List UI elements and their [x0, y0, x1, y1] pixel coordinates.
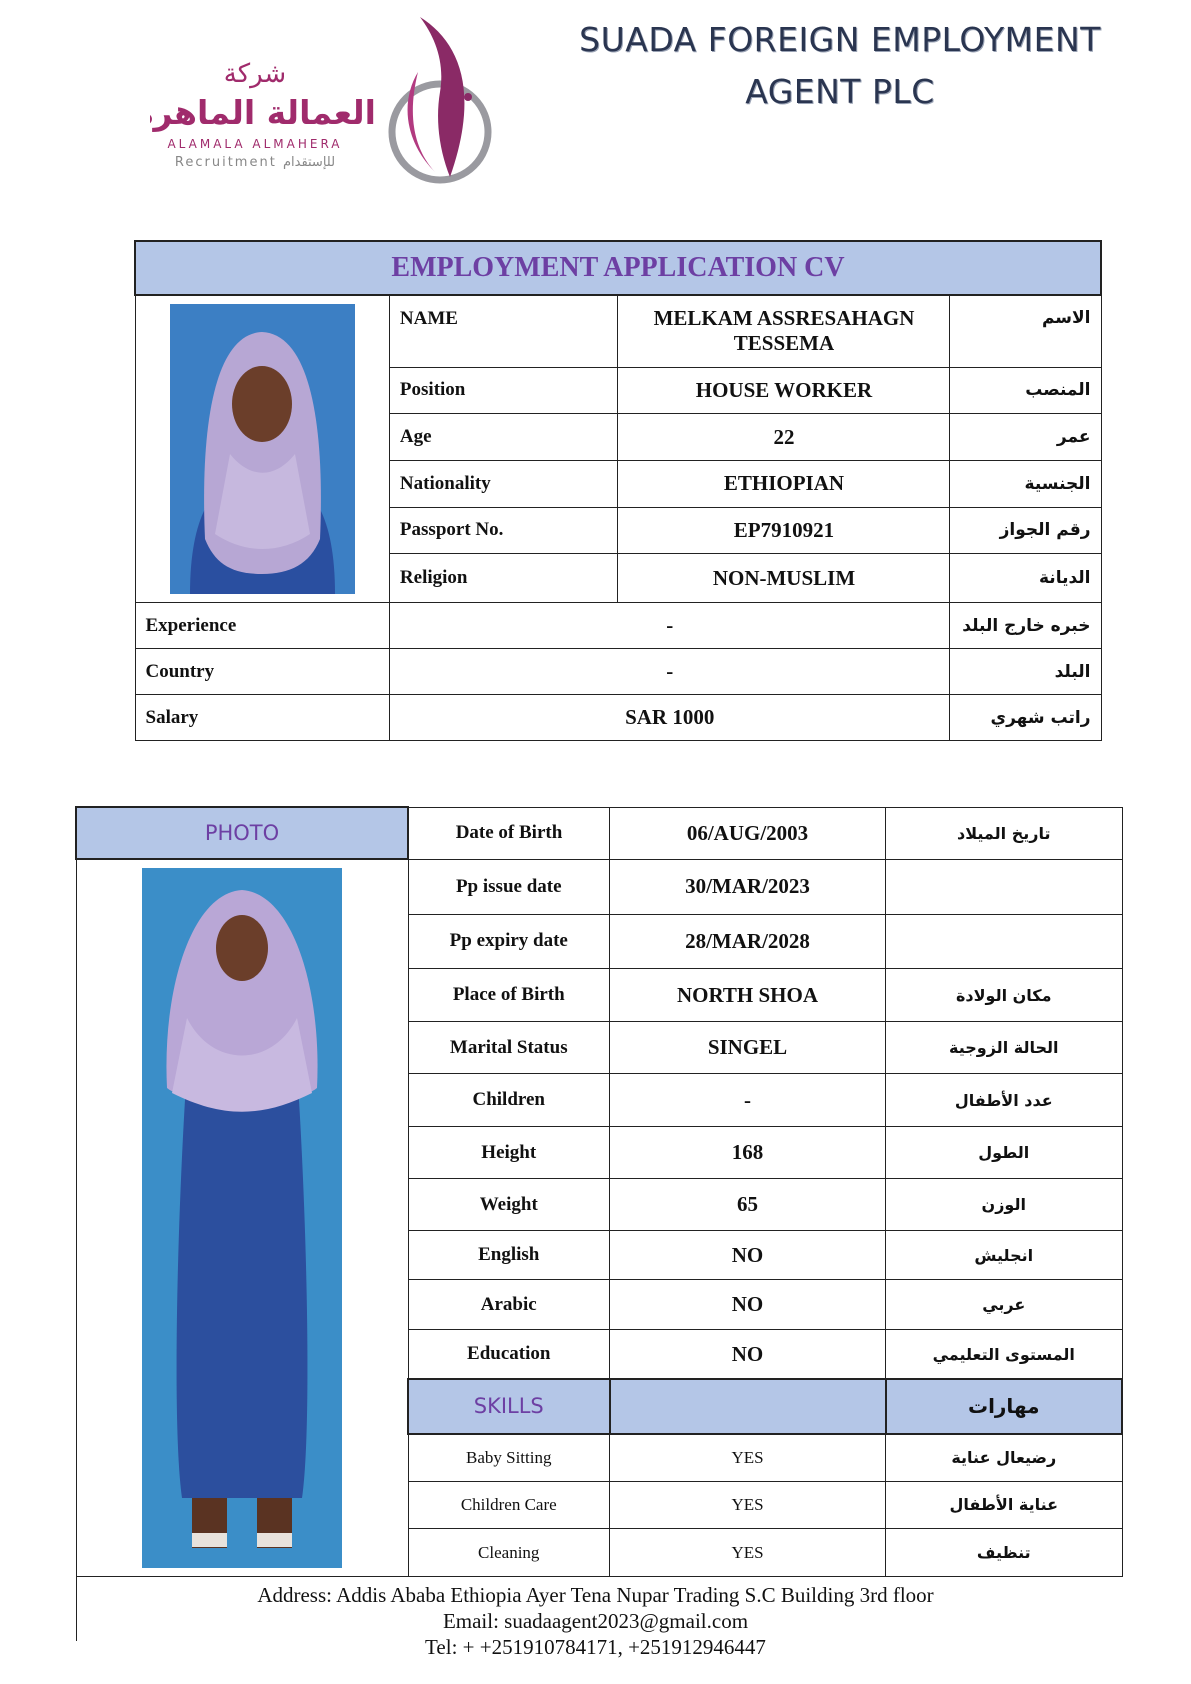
skill-label-0: Baby Sitting — [408, 1434, 610, 1482]
cv-wide-value-0: - — [389, 603, 950, 649]
detail-value-9: NO — [610, 1280, 886, 1330]
detail-ar-3: مكان الولادة — [886, 969, 1123, 1022]
cv-title: EMPLOYMENT APPLICATION CV — [135, 241, 1101, 295]
company-name — [560, 14, 1120, 118]
detail-value-3: NORTH SHOA — [610, 969, 886, 1022]
cv-value-5: NON-MUSLIM — [618, 554, 950, 603]
cv-wide-ar-2: راتب شهري — [950, 695, 1101, 741]
detail-label-6: Height — [408, 1127, 610, 1179]
detail-label-9: Arabic — [408, 1280, 610, 1330]
cv-value-0: MELKAM ASSRESAHAGN TESSEMA — [618, 295, 950, 367]
cv-value-1: HOUSE WORKER — [618, 367, 950, 414]
portrait-photo-cell — [135, 295, 389, 603]
detail-value-4: SINGEL — [610, 1022, 886, 1074]
company-name-line2: AGENT PLC — [745, 72, 935, 111]
detail-ar-9: عربي — [886, 1280, 1123, 1330]
detail-label-0: Date of Birth — [408, 807, 610, 859]
cv-wide-value-2: SAR 1000 — [389, 695, 950, 741]
skill-label-1: Children Care — [408, 1481, 610, 1529]
logo-latin: ALAMALA ALMAHERA — [167, 137, 343, 151]
detail-ar-0: تاريخ الميلاد — [886, 807, 1123, 859]
footer-address: Address: Addis Ababa Ethiopia Ayer Tena Nupar Trading S.C Building 3rd floor — [257, 1583, 934, 1607]
detail-label-5: Children — [408, 1074, 610, 1127]
company-name-line1: SUADA FOREIGN EMPLOYMENT — [579, 20, 1101, 59]
detail-value-7: 65 — [610, 1179, 886, 1231]
cv-label-2: Age — [389, 414, 618, 461]
cv-label-3: Nationality — [389, 460, 618, 507]
cv-wide-ar-1: البلد — [950, 649, 1101, 695]
full-body-photo — [142, 868, 342, 1568]
detail-label-4: Marital Status — [408, 1022, 610, 1074]
detail-label-10: Education — [408, 1330, 610, 1380]
detail-label-2: Pp expiry date — [408, 914, 610, 968]
logo-arabic-line2: العمالة الماهرة — [150, 93, 376, 132]
full-photo-cell — [76, 859, 408, 1577]
detail-ar-2 — [886, 914, 1123, 968]
skill-label-2: Cleaning — [408, 1529, 610, 1577]
logo-sub: Recruitment للإستقدام — [174, 155, 336, 170]
detail-label-1: Pp issue date — [408, 859, 610, 914]
detail-value-8: NO — [610, 1231, 886, 1280]
portrait-photo — [170, 304, 355, 594]
cv-value-2: 22 — [618, 414, 950, 461]
detail-label-7: Weight — [408, 1179, 610, 1231]
skills-header-ar: مهارات — [886, 1379, 1123, 1433]
detail-value-0: 06/AUG/2003 — [610, 807, 886, 859]
cv-wide-label-2: Salary — [135, 695, 389, 741]
detail-value-1: 30/MAR/2023 — [610, 859, 886, 914]
cv-wide-label-0: Experience — [135, 603, 389, 649]
cv-ar-4: رقم الجواز — [950, 507, 1101, 554]
detail-ar-1 — [886, 859, 1123, 914]
cv-wide-ar-0: خبره خارج البلد — [950, 603, 1101, 649]
cv-ar-0: الاسم — [950, 295, 1101, 367]
cv-value-3: ETHIOPIAN — [618, 460, 950, 507]
footer-email: Email: suadaagent2023@gmail.com — [442, 1609, 749, 1633]
detail-label-8: English — [408, 1231, 610, 1280]
company-logo — [150, 12, 510, 192]
logo-emblem-icon — [392, 17, 488, 180]
skill-ar-1: عناية الأطفال — [886, 1481, 1123, 1529]
cv-value-4: EP7910921 — [618, 507, 950, 554]
detail-ar-6: الطول — [886, 1127, 1123, 1179]
detail-ar-4: الحالة الزوجية — [886, 1022, 1123, 1074]
logo-arabic-line1: شركة — [223, 59, 287, 89]
cv-summary-table — [134, 240, 1102, 741]
detail-value-2: 28/MAR/2028 — [610, 914, 886, 968]
cv-wide-value-1: - — [389, 649, 950, 695]
skill-value-0: YES — [610, 1434, 886, 1482]
detail-label-3: Place of Birth — [408, 969, 610, 1022]
details-table — [75, 806, 1123, 1641]
skills-header: SKILLS — [408, 1379, 610, 1433]
photo-header: PHOTO — [76, 807, 408, 859]
cv-label-5: Religion — [389, 554, 618, 603]
skill-ar-2: تنظيف — [886, 1529, 1123, 1577]
skill-value-2: YES — [610, 1529, 886, 1577]
cv-label-4: Passport No. — [389, 507, 618, 554]
skills-header-blank — [610, 1379, 886, 1433]
cv-wide-label-1: Country — [135, 649, 389, 695]
detail-value-5: - — [610, 1074, 886, 1127]
detail-ar-7: الوزن — [886, 1179, 1123, 1231]
cv-ar-5: الديانة — [950, 554, 1101, 603]
detail-ar-8: انجليش — [886, 1231, 1123, 1280]
detail-value-6: 168 — [610, 1127, 886, 1179]
detail-ar-5: عدد الأطفال — [886, 1074, 1123, 1127]
skill-value-1: YES — [610, 1481, 886, 1529]
skill-ar-0: رضيعال عناية — [886, 1434, 1123, 1482]
footer-tel: Tel: + +251910784171, +251912946447 — [425, 1635, 766, 1659]
cv-ar-3: الجنسية — [950, 460, 1101, 507]
detail-ar-10: المستوى التعليمي — [886, 1330, 1123, 1380]
footer-contact — [0, 1582, 1191, 1660]
cv-ar-1: المنصب — [950, 367, 1101, 414]
cv-label-0: NAME — [389, 295, 618, 367]
cv-ar-2: عمر — [950, 414, 1101, 461]
cv-label-1: Position — [389, 367, 618, 414]
detail-value-10: NO — [610, 1330, 886, 1380]
